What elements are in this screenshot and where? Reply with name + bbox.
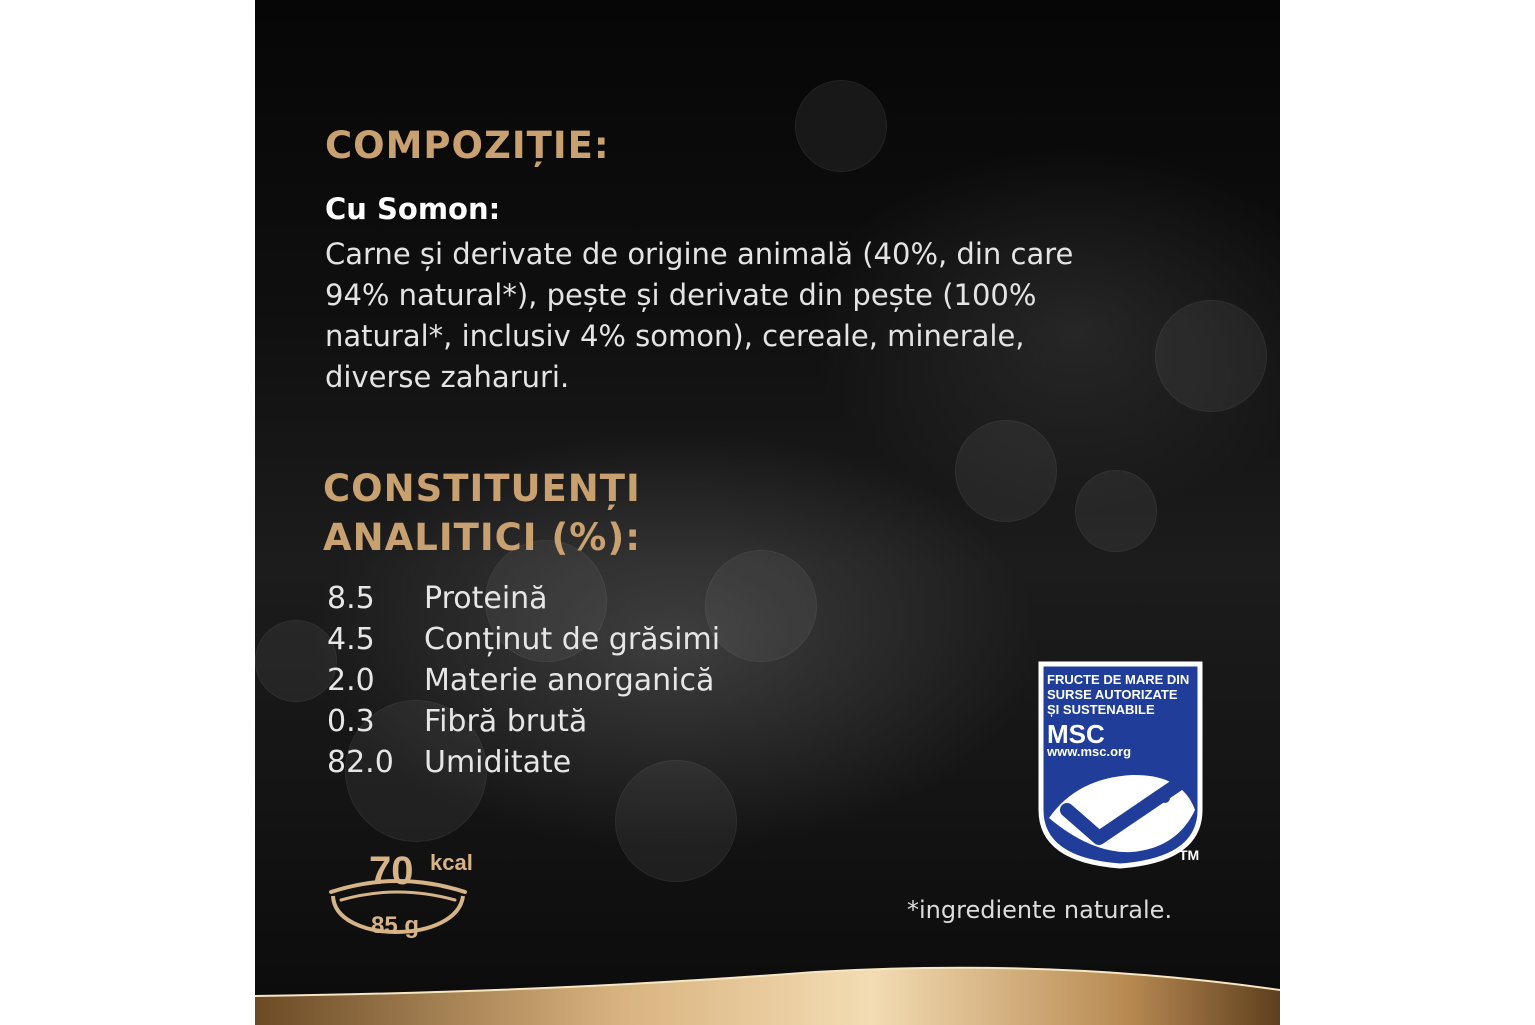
- analytical-heading: [323, 464, 641, 562]
- analytical-value: 82.0: [327, 745, 394, 780]
- gold-ribbon: [255, 950, 1280, 1025]
- analytical-value: 4.5: [327, 622, 375, 657]
- msc-badge: [1037, 660, 1204, 875]
- portion-weight: 85 g: [371, 912, 420, 939]
- kcal-unit: kcal: [430, 850, 473, 875]
- msc-line: SURSE AUTORIZATE: [1047, 687, 1178, 702]
- analytical-row: [327, 742, 720, 783]
- analytical-row: [327, 578, 720, 619]
- composition-line: 94% natural*), pește și derivate din pește (100%: [325, 278, 1037, 312]
- msc-url: www.msc.org: [1047, 744, 1132, 759]
- analytical-heading-line: ANALITICI (%):: [323, 516, 642, 559]
- msc-line: ȘI SUSTENABILE: [1047, 702, 1155, 717]
- bokeh-light: [705, 550, 817, 662]
- kcal-value: 70: [369, 849, 414, 893]
- product-info-panel: [255, 0, 1280, 1025]
- msc-line: FRUCTE DE MARE DIN: [1047, 672, 1190, 687]
- bokeh-light: [795, 80, 887, 172]
- analytical-row: [327, 701, 720, 742]
- analytical-value: 0.3: [327, 704, 375, 739]
- analytical-row: [327, 619, 720, 660]
- analytical-row: [327, 660, 720, 701]
- variant-title: Cu Somon:: [325, 192, 501, 226]
- bokeh-light: [255, 620, 337, 702]
- analytical-heading-line: CONSTITUENȚI: [323, 467, 641, 510]
- msc-brand: MSC: [1047, 719, 1105, 749]
- composition-line: Carne și derivate de origine animală (40%, din care: [325, 237, 1074, 271]
- analytical-label: Fibră brută: [424, 704, 588, 739]
- analytical-value: 2.0: [327, 663, 375, 698]
- analytical-label: Umiditate: [424, 745, 572, 780]
- bowl-icon: [327, 840, 487, 960]
- bokeh-light: [1075, 470, 1157, 552]
- analytical-label: Conținut de grăsimi: [424, 622, 721, 657]
- analytical-table: [327, 578, 720, 783]
- footnote: *ingrediente naturale.: [907, 896, 1173, 924]
- analytical-label: Materie anorganică: [424, 663, 715, 698]
- bokeh-light: [955, 420, 1057, 522]
- composition-text: [325, 234, 1205, 398]
- analytical-value: 8.5: [327, 581, 375, 616]
- msc-tm: TM: [1179, 847, 1200, 863]
- analytical-label: Proteină: [424, 581, 548, 616]
- composition-line: natural*, inclusiv 4% somon), cereale, minerale,: [325, 319, 1025, 353]
- composition-heading: COMPOZIȚIE:: [325, 124, 610, 167]
- composition-line: diverse zaharuri.: [325, 360, 570, 394]
